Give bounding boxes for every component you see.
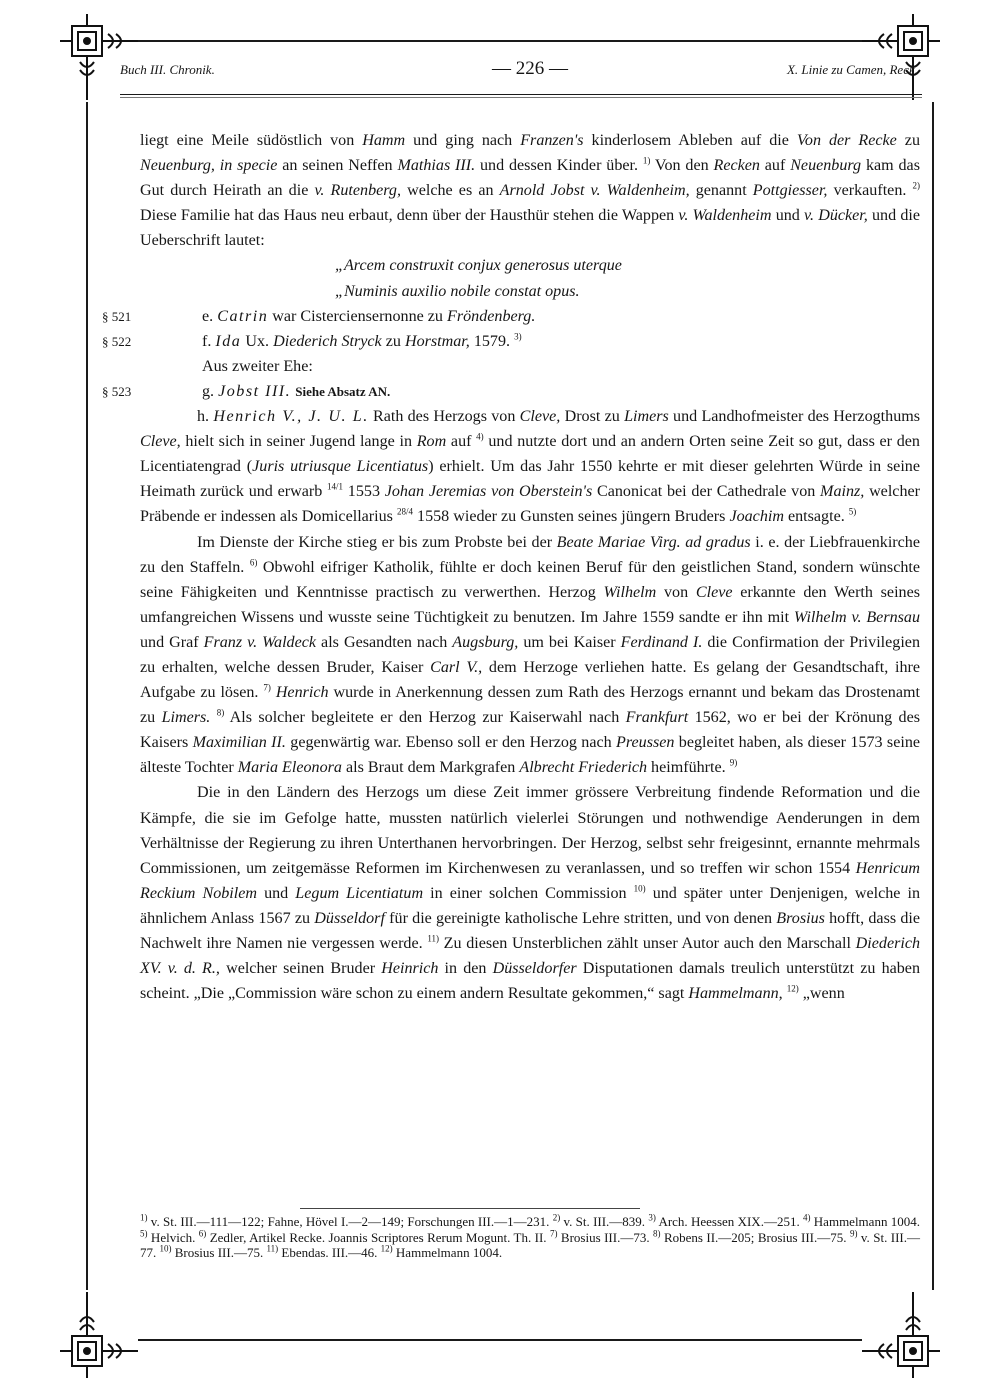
italic-run: Brosius (776, 909, 825, 927)
italic-run: Legum Licentiatum (295, 884, 424, 902)
italic-run: Neuenburg, in specie (140, 157, 278, 175)
footnote-text: $^{1)}$ v. St. III.—111—122; Fahne, Hövel I.—2—149; Forschungen III.—1—231. $^{2)}$ v. St. III.—839. $^{3)}$ Arch. Heessen XIX.—251. $^{4)}$ Hammelmann 1004. $^{5)}$ Helvich. $^{6)}$ Zedler, Artikel Recke. Joannis Scriptores Rerum Mogunt. Th. II. $^{7)}$ Brosius III.—73. $^{8)}$ Robens II.—205; Brosius III.—75. $^{9)}$ v. St. III.—77. $^{10)}$ Brosius III.—75. $^{11)}$ Ebendas. III.—46. $^{12)}$ Hammelmann 1004. (140, 1212, 920, 1260)
frame-right-line (932, 102, 934, 1290)
italic-run: v. Waldenheim (678, 207, 772, 225)
footnote-marker: 9) (849, 1228, 858, 1239)
corner-ornament-icon (58, 1290, 138, 1380)
corner-ornament-icon (58, 12, 138, 102)
footnote-rule (300, 1208, 640, 1209)
italic-run: Pottgiesser, (752, 182, 828, 200)
footnote-marker: 8) (216, 707, 225, 718)
italic-run: Augsburg, (452, 633, 519, 651)
italic-run: Albrecht Friederich (519, 759, 648, 777)
entry-text: g. Jobst III. Siehe Absatz AN. (202, 382, 391, 400)
italic-run: Cleve, (140, 433, 181, 451)
italic-run: Frankfurt (625, 709, 689, 727)
italic-run: Henricum Reckium Nobilem (140, 859, 920, 902)
footnote-marker: 28/4 (396, 507, 413, 518)
entry-text: f. Ida Ux. Diederich Stryck zu Horstmar, 1579. $^{3)}$ (202, 331, 522, 350)
section-number: § 523 (102, 383, 132, 399)
italic-run: Wilhelm v. Bernsau (793, 608, 920, 626)
latin-quote-line: „Numinis auxilio nobile constat opus. (335, 282, 580, 300)
italic-run: Mainz, (820, 483, 865, 501)
header-rule (120, 94, 922, 95)
cross-reference: Siehe Absatz AN. (295, 383, 391, 399)
section-number: § 521 (102, 308, 132, 324)
frame-top-line (138, 40, 862, 42)
italic-run: Henrich (275, 684, 329, 702)
footnote-marker: 5) (848, 507, 857, 518)
footnote-marker: 10) (633, 883, 646, 894)
paragraph: Die in den Ländern des Herzogs um diese Zeit immer grössere Verbreitung findende Reformation und die Kämpfe, die sie im Gefolge hatte, mussten natürlich vielerlei Störungen und nothwendige Aenderungen in dem Verhältnisse der Regierung zu ihren Unterthanen hervorbringen. Der Herzog, selbst sehr freigesinnt, ernannte mehrmals Commissionen, um zeitgemässe Reformen im Kirchenwesen zu veranlassen, und so treffen wir schon 1554 Henricum Reckium Nobilem und Legum Licentiatum in einer solchen Commission $^{10)}$ und später unter Denjenigen, welche in ähnlichem Anlass 1567 zu Düsseldorf für die gereinigte katholische Lehre stritten, und von denen Brosius hofft, dass die Nachwelt ihre Namen nie vergessen werde. $^{11)}$ Zu diesen Unsterblichen zählt unser Autor auch den Marschall Diederich XV. v. d. R., welcher seinen Bruder Heinrich in den Düsseldorfer Disputationen damals treulich unterstützt zu haben scheint. „Die „Commission wäre schon zu einem andern Resultate gekommen,“ sagt Hammelmann, $^{12)}$ „wenn (140, 784, 921, 1003)
italic-run: v. Dücker, (804, 207, 868, 225)
footnote-marker: 6) (198, 1228, 207, 1239)
frame-left-line (86, 102, 88, 1290)
italic-run: Johan Jeremias von Oberstein's (384, 483, 593, 501)
italic-run: Franzen's (520, 132, 584, 149)
footnote-marker: 4) (803, 1212, 811, 1223)
italic-run: Rom (416, 433, 447, 451)
footnote-marker: 11) (266, 1243, 279, 1254)
corner-ornament-icon (862, 12, 942, 102)
italic-run: Von der Recke (796, 132, 897, 149)
footnote-marker: 1) (140, 1212, 148, 1223)
genealogy-entry (102, 379, 920, 404)
italic-run: Fröndenberg. (447, 307, 536, 325)
footnote-marker: 7) (263, 682, 271, 693)
italic-run: Neuenburg (790, 157, 862, 175)
italic-run: Franz v. Waldeck (203, 633, 317, 651)
genealogy-entry (102, 329, 920, 354)
section-number: § 522 (102, 333, 132, 349)
corner-ornament-icon (862, 1290, 942, 1380)
footnote-marker: 3) (514, 331, 522, 342)
footnote-marker: 6) (249, 557, 258, 568)
genealogy-entry (102, 304, 920, 329)
italic-run: Hamm (362, 132, 406, 149)
footnote-marker: 1) (642, 155, 651, 166)
italic-run: Diederich XV. v. d. R., (140, 935, 921, 978)
running-header (120, 58, 920, 88)
footnote-marker: 10) (159, 1243, 172, 1254)
footnote-marker: 11) (427, 933, 439, 944)
footnote-marker: 2) (912, 180, 921, 191)
italic-run: Joachim (729, 508, 784, 526)
italic-run: Carl V., (430, 658, 483, 676)
footnote-marker: 3) (648, 1212, 656, 1223)
latin-quote-line: „Arcem construxit conjux generosus uterque (335, 257, 622, 275)
italic-run: Horstmar, (404, 332, 470, 350)
header-rule-thin (120, 97, 922, 98)
footnote-marker: 4) (476, 431, 484, 442)
italic-run: Juris utriusque Licentiatus (252, 458, 429, 476)
italic-run: Limers (624, 408, 669, 426)
italic-run: Cleve, (519, 408, 561, 426)
italic-run: Düsseldorf (314, 909, 385, 927)
frame-bottom-line (138, 1339, 862, 1341)
italic-run: Arnold Jobst v. Waldenheim, (499, 182, 690, 200)
person-name: Catrin (217, 307, 269, 325)
italic-run: Düsseldorfer (492, 960, 577, 978)
italic-run: Heinrich (381, 960, 439, 978)
paragraph: h. Henrich V., J. U. L. Rath des Herzogs von Cleve, Drost zu Limers und Landhofmeister des Herzogthums Cleve, hielt sich in seiner Jugend lange in Rom auf $^{4)}$ und nutzte dort und an andern Orten seine Zeit so gut, dass er den Licentiatengrad (Juris utriusque Licentiatus) erhielt. Um das Jahr 1550 kehrte er mit dieser gelehrten Würde in seine Heimath zurück und erwarb $^{14/1}$ 1553 Johan Jeremias von Oberstein's Canonicat bei der Cathedrale von Mainz, welcher Präbende er indessen als Domicellarius $^{28/4}$ 1558 wieder zu Gunsten seines jüngern Bruders Joachim entsagte. $^{5)}$ (140, 408, 921, 526)
person-name: Ida (215, 332, 242, 350)
entry-text: Aus zweiter Ehe: (202, 357, 313, 375)
header-section-title: X. Linie zu Camen, Reck. (786, 62, 918, 77)
main-text (102, 128, 921, 1006)
footnote-marker: 14/1 (327, 481, 344, 492)
paragraph: Im Dienste der Kirche stieg er bis zum Probste bei der Beate Mariae Virg. ad gradus i. e. der Liebfrauenkirche zu den Staffeln. $^{6)}$ Obwohl eifriger Katholik, fühlte er doch keinen Beruf für den geistlichen Stand, sondern wünschte seine Fähigkeiten und Kenntnisse practisch zu verwerthen. Herzog Wilhelm von Cleve erkannte den Werth seines umfangreichen Wissens und wusste seine Tüchtigkeit zu benutzen. Im Jahre 1559 sandte er ihn mit Wilhelm v. Bernsau und Graf Franz v. Waldeck als Gesandten nach Augsburg, um bei Kaiser Ferdinand I. die Confirmation der Privilegien zu erhalten, welche dessen Bruder, Kaiser Carl V., dem Herzoge verliehen hatte. Es gelang der Gesandtschaft, ihre Aufgabe zu lösen. $^{7)}$ Henrich wurde in Anerkennung dessen zum Rath des Herzogs ernannt und bekam das Drostenamt zu Limers. $^{8)}$ Als solcher begleitete er den Herzog zur Kaiserwahl nach Frankfurt 1562, wo er bei der Krönung des Kaisers Maximilian II. gegenwärtig war. Ebenso soll er den Herzog nach Preussen begleitet haben, als dieser 1573 seine älteste Tochter Maria Eleonora als Braut dem Markgrafen Albrecht Friederich heimführte. $^{9)}$ (140, 533, 921, 777)
footnote-marker: 8) (653, 1228, 661, 1239)
paragraph: liegt eine Meile südöstlich von Hamm und ging nach Franzen's kinderlosem Ableben auf die Von der Recke zu Neuenburg, in specie an seinen Neffen Mathias III. und dessen Kinder über. $^{1)}$ Von den Recken auf Neuenburg kam das Gut durch Heirath an die v. Rutenberg, welche es an Arnold Jobst v. Waldenheim, genannt Pottgiesser, verkauften. $^{2)}$ Diese Familie hat das Haus neu erbaut, denn über der Hausthür stehen die Wappen v. Waldenheim und v. Dücker, und die Ueberschrift lautet: (140, 132, 921, 250)
italic-run: Mathias III. (397, 157, 476, 175)
footnote-marker: 7) (550, 1228, 558, 1239)
italic-run: Wilhelm (603, 583, 657, 601)
italic-run: v. Rutenberg, (314, 182, 402, 200)
italic-run: Hammelmann, (688, 985, 783, 1003)
footnote-marker: 2) (552, 1212, 561, 1223)
italic-run: Preussen (616, 734, 675, 752)
person-name: Jobst III. (218, 382, 292, 400)
italic-run: Limers. (161, 709, 211, 727)
footnote-marker: 5) (140, 1228, 148, 1239)
italic-run: Beate Mariae Virg. ad gradus (556, 533, 751, 551)
italic-run: Recken (713, 157, 760, 175)
italic-run: Diederich Stryck (273, 332, 382, 350)
genealogy-entries (102, 304, 920, 404)
italic-run: Maria Eleonora (237, 759, 342, 777)
footnote-marker: 9) (729, 757, 738, 768)
footnote-marker: 12) (380, 1243, 393, 1254)
italic-run: Cleve (695, 583, 733, 601)
italic-run: Ferdinand I. (620, 633, 703, 651)
footnote-marker: 12) (786, 983, 799, 994)
italic-run: Maximilian II. (192, 734, 286, 752)
page-number: — 226 — (492, 58, 568, 79)
genealogy-entry (140, 354, 920, 379)
person-name: Henrich V., J. U. L. (213, 408, 369, 426)
header-book-title: Buch III. Chronik. (120, 62, 215, 77)
entry-text: e. Catrin war Cisterciensernonne zu Fröndenberg. (202, 307, 536, 325)
footnotes (140, 1214, 920, 1261)
